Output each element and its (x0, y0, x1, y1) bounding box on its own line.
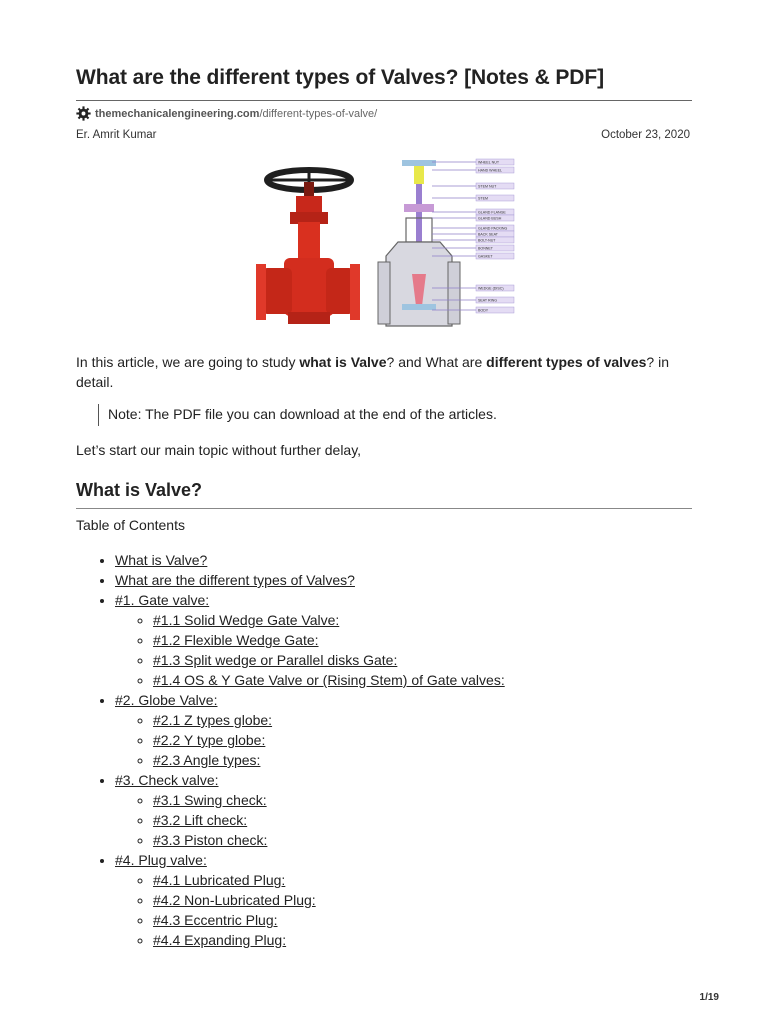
page-number: 1/19 (699, 992, 719, 1003)
intro-bold-1: what is Valve (299, 354, 387, 370)
toc-subitem (153, 670, 505, 690)
toc-sublink[interactable]: #1.4 OS & Y Gate Valve or (Rising Stem) of Gate valves: (153, 672, 505, 688)
toc-sublist (115, 710, 505, 770)
toc-link[interactable]: #3. Check valve: (115, 772, 219, 788)
toc-subitem (153, 890, 505, 910)
toc-item (115, 690, 505, 770)
toc-subitem (153, 750, 505, 770)
toc-subitem (153, 810, 505, 830)
toc-subitem (153, 610, 505, 630)
toc-link[interactable]: #4. Plug valve: (115, 852, 207, 868)
intro-bold-2: different types of valves (486, 354, 647, 370)
toc-subitem (153, 650, 505, 670)
toc-link[interactable]: #1. Gate valve: (115, 592, 210, 608)
article-title: What are the different types of Valves? [Notes & PDF] (76, 66, 604, 89)
intro-text-3: ? in detail. (76, 354, 669, 390)
toc-sublink[interactable]: #1.1 Solid Wedge Gate Valve: (153, 612, 340, 628)
part-label: WEDGE (DISC) (478, 286, 504, 291)
part-label: SEAT RING (478, 298, 498, 303)
part-label: WHEEL NUT (478, 160, 500, 165)
toc-sublist (115, 610, 505, 690)
source-line[interactable] (76, 106, 377, 121)
toc-subitem (153, 930, 505, 950)
toc-sublink[interactable]: #4.3 Eccentric Plug: (153, 912, 278, 928)
toc-item (115, 770, 505, 850)
toc-item (115, 550, 505, 570)
part-label: STEM (478, 196, 488, 201)
author: Er. Amrit Kumar (76, 129, 157, 141)
toc-sublink[interactable]: #3.1 Swing check: (153, 792, 267, 808)
part-label: STEM NUT (478, 184, 497, 189)
toc-link[interactable]: What is Valve? (115, 552, 208, 568)
gate-valve-image (256, 170, 360, 324)
intro-text-1: In this article, we are going to study (76, 354, 300, 370)
publish-date: October 23, 2020 (601, 129, 690, 141)
toc-link[interactable]: What are the different types of Valves? (115, 572, 355, 588)
title-divider (76, 100, 692, 101)
note-blockquote: Note: The PDF file you can download at the end of the articles. (98, 404, 497, 426)
lead-paragraph: Let’s start our main topic without further delay, (76, 442, 362, 458)
intro-text-2: ? and What are (386, 354, 487, 370)
toc-sublink[interactable]: #4.2 Non-Lubricated Plug: (153, 892, 316, 908)
toc-sublist (115, 790, 505, 850)
toc-item (115, 590, 505, 690)
toc-sublink[interactable]: #2.2 Y type globe: (153, 732, 266, 748)
valve-cross-section-diagram (378, 160, 460, 326)
part-label: GLAND BUSH (478, 216, 502, 221)
toc-link[interactable]: #2. Globe Valve: (115, 692, 218, 708)
part-label: GASKET (478, 254, 493, 259)
section-divider (76, 508, 692, 509)
toc-subitem (153, 830, 505, 850)
toc-item (115, 570, 505, 590)
part-label: BOLT-NUT (478, 238, 496, 243)
toc-sublink[interactable]: #1.2 Flexible Wedge Gate: (153, 632, 319, 648)
part-label: BODY (478, 308, 489, 313)
source-domain[interactable]: themechanicalengineering.com (95, 107, 260, 120)
gear-icon (76, 106, 91, 121)
toc-sublink[interactable]: #3.3 Piston check: (153, 832, 268, 848)
toc-item (115, 850, 505, 950)
intro-paragraph (76, 352, 676, 392)
toc-sublink[interactable]: #2.1 Z types globe: (153, 712, 273, 728)
toc-sublink[interactable]: #1.3 Split wedge or Parallel disks Gate: (153, 652, 398, 668)
part-label: BONNET (478, 246, 493, 251)
toc-sublink[interactable]: #2.3 Angle types: (153, 752, 261, 768)
toc-subitem (153, 910, 505, 930)
toc-sublink[interactable]: #3.2 Lift check: (153, 812, 248, 828)
valve-figure (254, 156, 524, 336)
toc-subitem (153, 870, 505, 890)
toc-subitem (153, 630, 505, 650)
part-label: BACK SEAT (478, 232, 498, 237)
part-label: GLAND PACKING (478, 226, 508, 231)
toc-sublist (115, 870, 505, 950)
part-label: HAND WHEEL (478, 168, 502, 173)
toc-title: Table of Contents (76, 517, 185, 533)
section-heading: What is Valve? (76, 480, 203, 500)
toc-subitem (153, 730, 505, 750)
toc-sublink[interactable]: #4.1 Lubricated Plug: (153, 872, 286, 888)
part-label: GLAND FLANGE (478, 210, 506, 215)
toc-subitem (153, 790, 505, 810)
source-path[interactable]: /different-types-of-valve/ (259, 107, 378, 120)
article-meta (76, 129, 692, 141)
toc-subitem (153, 710, 505, 730)
toc-sublink[interactable]: #4.4 Expanding Plug: (153, 932, 287, 948)
table-of-contents (76, 550, 505, 950)
